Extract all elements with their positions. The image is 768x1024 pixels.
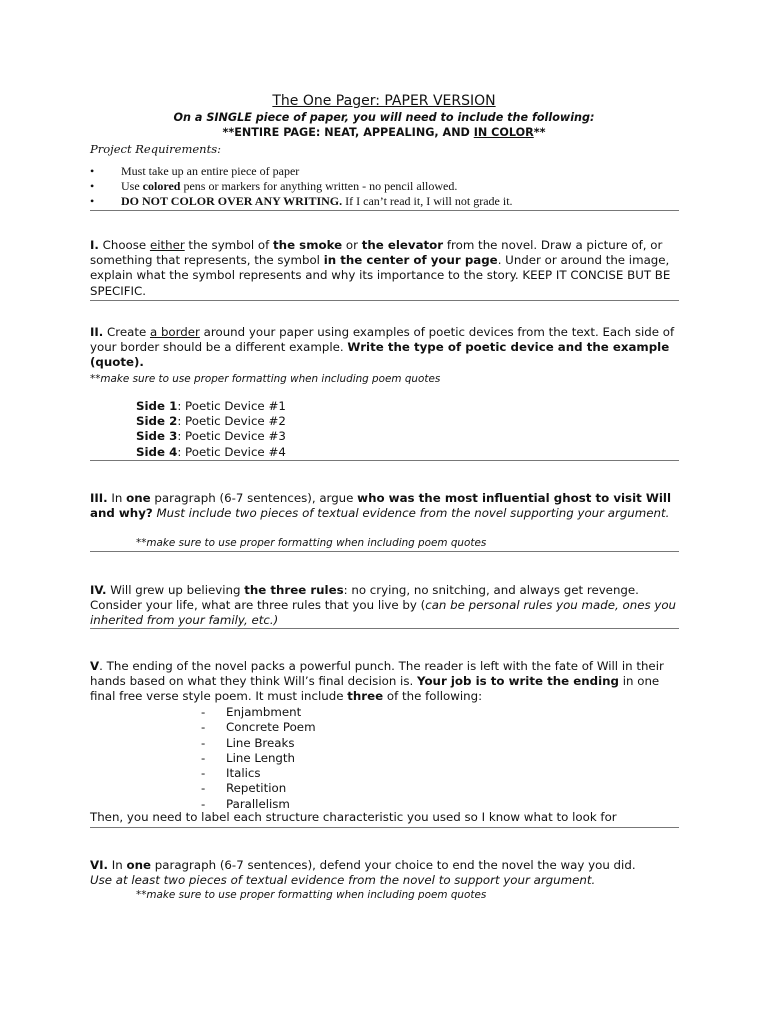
- divider: [90, 210, 679, 211]
- list-item: - Parallelism: [201, 796, 290, 811]
- list-item: - Repetition: [201, 781, 287, 796]
- section-5: V. The ending of the novel packs a powerful punch. The reader is left with the fate of Will in their hands based on what they think Will’s final decision is. Your job is to write the ending in one final free verse style poem. It must include three of the following:: [90, 659, 664, 704]
- subtitle-instructions: On a SINGLE piece of paper, you will need to include the following:: [173, 111, 595, 124]
- section-3: III. In one paragraph (6-7 sentences), argue who was the most influential ghost to visit Will and why? Must include two pieces of textual evidence from the novel supporting your argument.: [90, 491, 672, 521]
- divider: [90, 551, 679, 552]
- border-sides-list: [136, 399, 286, 460]
- side-item: Side 2: Poetic Device #2: [136, 414, 286, 429]
- formatting-note: **make sure to use proper formatting when including poem quotes: [136, 537, 487, 549]
- list-item: - Italics: [201, 766, 261, 781]
- section-2: II. Create a border around your paper using examples of poetic devices from the text. Each side of your border should be a different example. Write the type of poetic device and the example (quote). **make sure to use proper formatting when including poem quotes: [90, 325, 675, 385]
- list-item: - Line Length: [201, 750, 296, 765]
- divider: [90, 628, 679, 629]
- list-item: - Line Breaks: [201, 735, 295, 750]
- structure-options-list: [201, 705, 316, 812]
- section-6: VI. In one paragraph (6-7 sentences), defend your choice to end the novel the way you did. Use at least two pieces of textual evidence from the novel to support your argument.: [90, 858, 636, 888]
- formatting-note: **make sure to use proper formatting when including poem quotes: [90, 372, 441, 385]
- divider: [90, 300, 679, 301]
- list-item: - Concrete Poem: [201, 720, 316, 735]
- section-4: IV. Will grew up believing the three rules: no crying, no snitching, and always get revenge. Consider your life, what are three rules that you live by (can be personal rules you made, ones you inherited from your family, etc.): [90, 583, 677, 628]
- list-item: - Enjambment: [201, 705, 302, 719]
- side-item: Side 1: Poetic Device #1: [136, 399, 286, 413]
- section-1: I. Choose either the symbol of the smoke or the elevator from the novel. Draw a picture of, or something that represents, the symbol in the center of your page. Under or around the image, explain what the symbol represents and why its importance to the story. KEEP IT CONCISE BUT BE SPECIFIC.: [90, 238, 671, 298]
- document-page: The One Pager: PAPER VERSION On a SINGLE piece of paper, you will need to include the following: **ENTIRE PAGE: NEAT, APPEALING, AND IN COLOR** Project Requirements: • Must take up an entire piece of paper • Use colored pens or markers for anything written - no pencil allowed. • DO NOT COLOR OVER ANY WRITING. If I can’t read it, I will not grade it. I. Choose either the symbol of the smoke or the elevator from the novel. Draw a picture of, or something that represents, the symbol in the center of your page. Under or around the image, explain what the symbol represents and why its importance to the story. KEEP IT CONCISE BUT BE SPECIFIC. II. Create a border around your paper using examples of poetic devices from the text. Each side of your border should be a different example. Write the type of poetic device and the example (quote). **make sure to use proper formatting when including poem quotes Side 1: Poetic Device #1 Side 2: Poetic Device #2 Side 3: Poetic Device #3 Side 4: Poetic Device #4 III. In one paragraph (6-7 sentences), argue who was the most influential ghost to visit Will and why? Must include two pieces of textual evidence from the novel supporting your argument. **make sure to use proper formatting when including poem quotes IV. Will grew up believing the three rules: no crying, no snitching, and always get revenge. Consider your life, what are three rules that you live by (can be personal rules you made, ones you inherited from your family, etc.) V. The ending of the novel packs a powerful punch. The reader is left with the fate of Will in their hands based on what they think Will’s final decision is. Your job is to write the ending in one final free verse style poem. It must include three of the following: - Enjambment - Concrete Poem - Line Breaks - Line Length - Italics - Repetition - Parallelism Then, you need to label each structure characteristic you used so I know what to look for VI. In one paragraph (6-7 sentences), defend your choice to end the novel the way you did. Use at least two pieces of textual evidence from the novel to support your argument. **make sure to use proper formatting when including poem quotes: [0, 0, 768, 1024]
- project-requirements-heading: Project Requirements:: [90, 142, 221, 156]
- side-item: Side 3: Poetic Device #3: [136, 429, 286, 444]
- divider: [90, 827, 679, 828]
- divider: [90, 460, 679, 461]
- section-5-closing: Then, you need to label each structure characteristic you used so I know what to look for: [90, 810, 617, 824]
- side-item: Side 4: Poetic Device #4: [136, 444, 286, 459]
- formatting-note: **make sure to use proper formatting when including poem quotes: [136, 889, 487, 901]
- subtitle-entire-page: **ENTIRE PAGE: NEAT, APPEALING, AND IN COLOR**: [222, 126, 546, 139]
- page-title: The One Pager: PAPER VERSION: [272, 93, 496, 109]
